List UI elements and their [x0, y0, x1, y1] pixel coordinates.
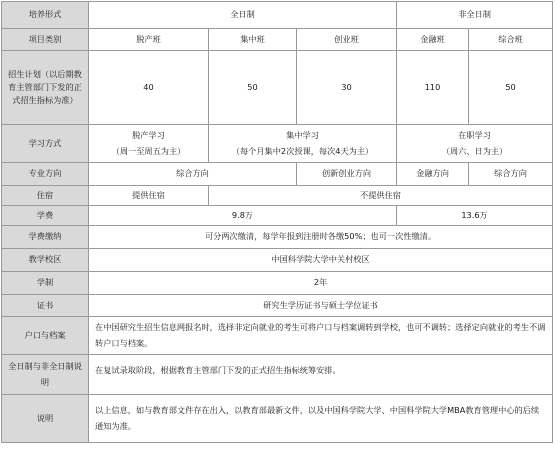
label-program: 项目类别	[2, 29, 89, 51]
row-duration	[2, 272, 553, 295]
row-plan	[2, 51, 553, 125]
label-form: 培养形式	[2, 2, 89, 29]
label-campus: 教学校区	[2, 249, 89, 272]
fee-b: 13.6万	[397, 206, 553, 226]
study-b-title: 集中学习	[286, 130, 319, 141]
row-program	[2, 29, 553, 51]
label-payment: 学费缴纳	[2, 226, 89, 249]
major-a: 综合方向	[89, 163, 297, 186]
form-parttime: 非全日制	[397, 2, 553, 29]
study-b-sub: （每个月集中2次授课，每次4天为主）	[231, 145, 374, 156]
label-study: 学习方式	[2, 125, 89, 163]
row-certificate	[2, 295, 553, 317]
plan-c3: 30	[297, 51, 397, 125]
label-duration: 学制	[2, 272, 89, 295]
major-b: 创新创业方向	[297, 163, 397, 186]
lodging-a: 提供住宿	[89, 186, 209, 206]
program-c2: 集中班	[209, 29, 297, 51]
label-plan: 招生计划（以后期教育主管部门下发的正式招生指标为准）	[2, 51, 89, 125]
study-c-sub: （周六、日为主）	[441, 145, 508, 156]
label-hukou: 户口与档案	[2, 317, 89, 355]
campus-value: 中国科学院大学中关村校区	[89, 249, 553, 272]
row-campus	[2, 249, 553, 272]
row-fee	[2, 206, 553, 226]
lodging-b: 不提供住宿	[209, 186, 553, 206]
note-value: 以上信息，如与教育部文件存在出入，以教育部最新文件，以及中国科学院大学、中国科学院大学MBA教育管理中心的后续通知为准。	[89, 395, 553, 443]
study-a-title: 脱产学习	[132, 130, 165, 141]
study-c-title: 在职学习	[458, 130, 491, 141]
plan-c2: 50	[209, 51, 297, 125]
hukou-value: 在中国研究生招生信息网报名时，选择非定向就业的考生可将户口与档案调转到学校，也可不调转；选择定向就业的考生不调转户口与档案。	[89, 317, 553, 355]
row-note	[2, 395, 553, 443]
program-c4: 金融班	[397, 29, 469, 51]
study-c	[397, 125, 553, 163]
study-b	[209, 125, 397, 163]
plan-c5: 50	[469, 51, 553, 125]
row-form	[2, 2, 553, 29]
row-major	[2, 163, 553, 186]
label-system: 全日制与非全日制说明	[2, 355, 89, 395]
label-fee: 学费	[2, 206, 89, 226]
row-payment	[2, 226, 553, 249]
program-c5: 综合班	[469, 29, 553, 51]
label-lodging: 住宿	[2, 186, 89, 206]
label-note: 说明	[2, 395, 89, 443]
admissions-table	[1, 1, 553, 443]
study-a	[89, 125, 209, 163]
row-hukou	[2, 317, 553, 355]
fee-a: 9.8万	[89, 206, 397, 226]
plan-c1: 40	[89, 51, 209, 125]
label-certificate: 证书	[2, 295, 89, 317]
major-d: 综合方向	[469, 163, 553, 186]
major-c: 金融方向	[397, 163, 469, 186]
program-c1: 脱产班	[89, 29, 209, 51]
plan-c4: 110	[397, 51, 469, 125]
program-c3: 创业班	[297, 29, 397, 51]
form-fulltime: 全日制	[89, 2, 397, 29]
row-system	[2, 355, 553, 395]
row-lodging	[2, 186, 553, 206]
payment-value: 可分两次缴清，每学年报到注册时各缴50%；也可一次性缴清。	[89, 226, 553, 249]
label-major: 专业方向	[2, 163, 89, 186]
duration-value: 2年	[89, 272, 553, 295]
study-a-sub: （周一至周五为主）	[111, 145, 186, 156]
certificate-value: 研究生学历证书与硕士学位证书	[89, 295, 553, 317]
row-study	[2, 125, 553, 163]
system-value: 在复试录取阶段，根据教育主管部门下发的正式招生指标统筹安排。	[89, 355, 553, 395]
